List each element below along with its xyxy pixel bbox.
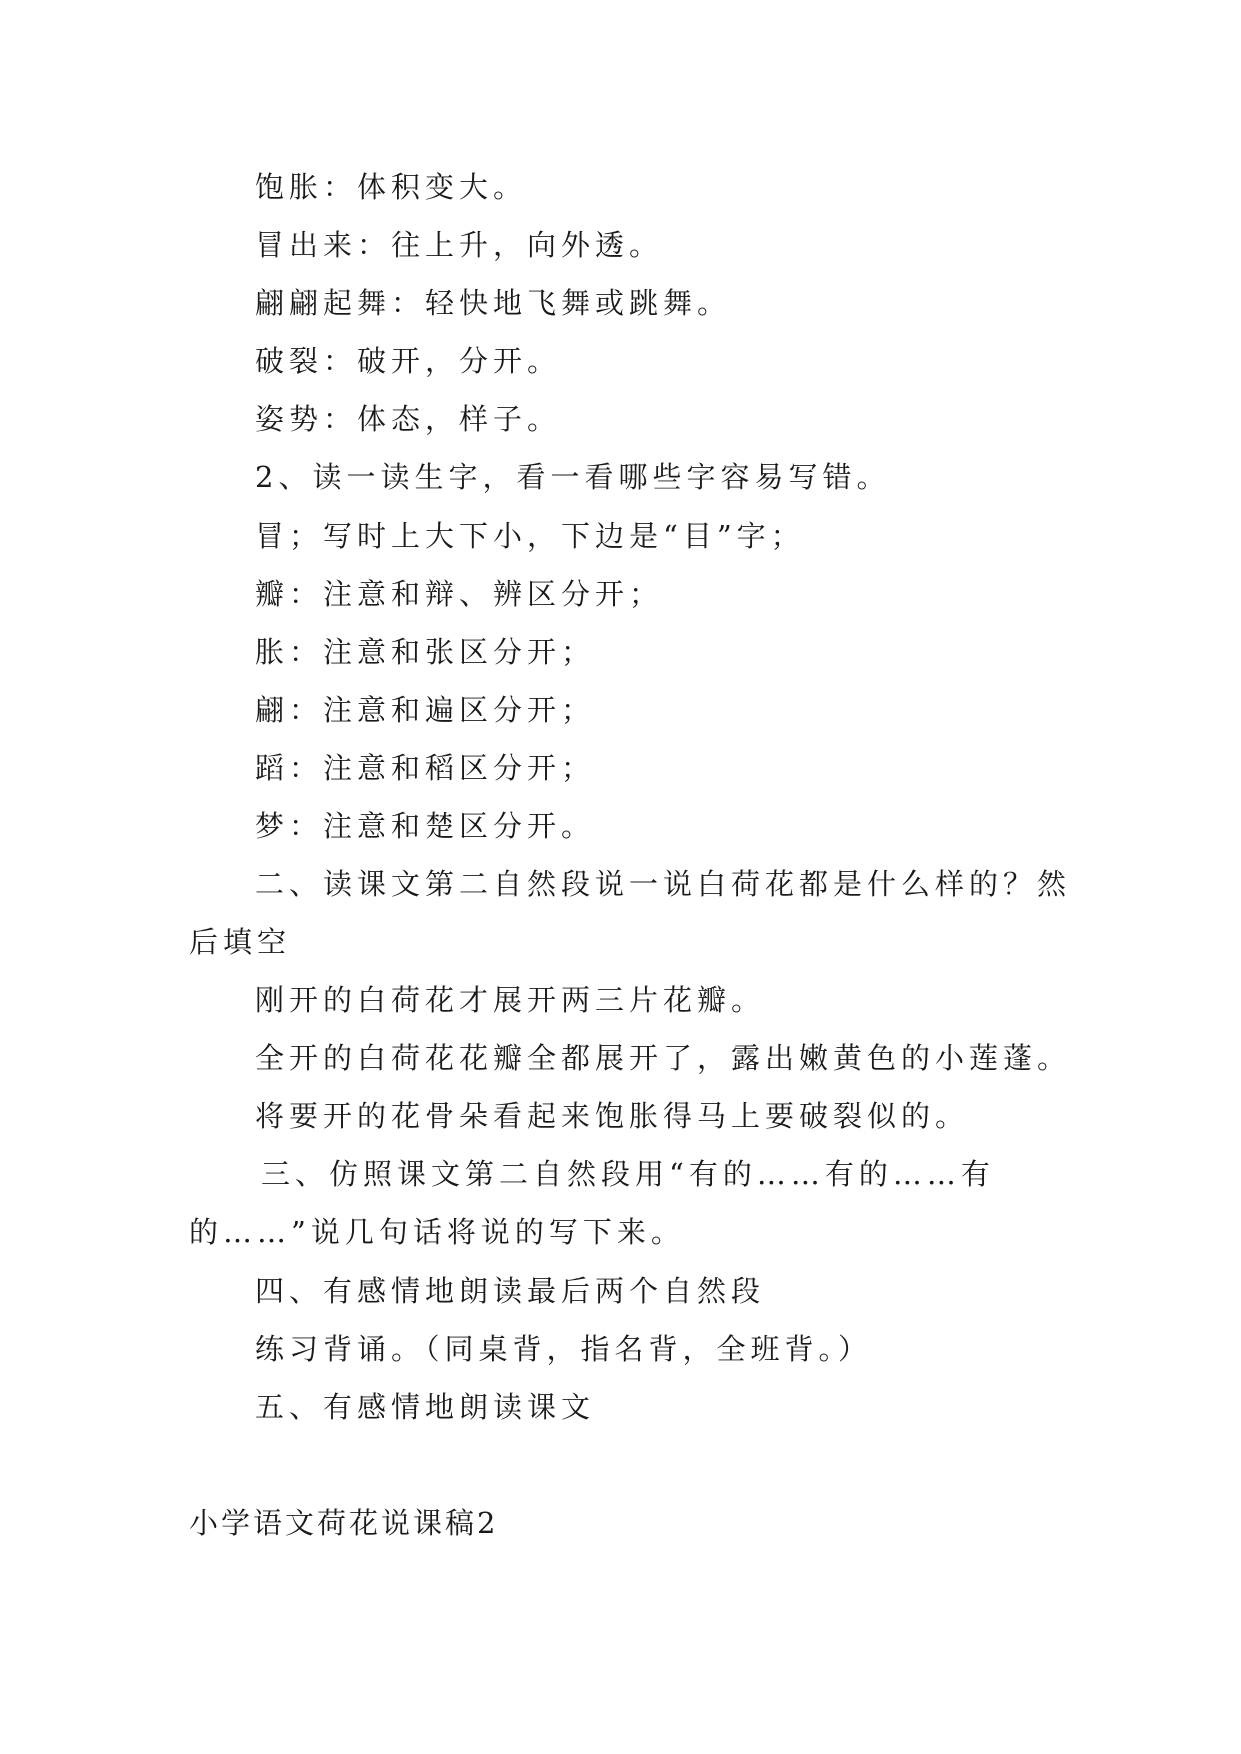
character-note-line: 翩：注意和遍区分开； bbox=[255, 693, 596, 727]
section-line: 四、有感情地朗读最后两个自然段 bbox=[255, 1274, 766, 1308]
definition-line: 姿势：体态，样子。 bbox=[255, 402, 562, 436]
definition-line: 饱胀：体积变大。 bbox=[255, 170, 528, 204]
answer-line: 刚开的白荷花才展开两三片花瓣。 bbox=[255, 983, 766, 1017]
section-line: 二、读课文第二自然段说一说白荷花都是什么样的？然 bbox=[255, 867, 1072, 901]
character-note-line: 瓣：注意和辩、辨区分开； bbox=[255, 577, 664, 611]
definition-line: 破裂：破开，分开。 bbox=[255, 344, 562, 378]
section-line-continued: 的……”说几句话将说的写下来。 bbox=[189, 1215, 685, 1249]
section-line: 三、仿照课文第二自然段用“有的……有的……有 bbox=[261, 1157, 995, 1191]
body-line: 练习背诵。（同桌背，指名背，全班背。） bbox=[255, 1332, 873, 1366]
definition-line: 冒出来：往上升，向外透。 bbox=[255, 228, 664, 262]
answer-line: 将要开的花骨朵看起来饱胀得马上要破裂似的。 bbox=[255, 1099, 970, 1133]
answer-line: 全开的白荷花花瓣全都展开了，露出嫩黄色的小莲蓬。 bbox=[255, 1041, 1072, 1075]
document-heading: 小学语文荷花说课稿2 bbox=[189, 1506, 499, 1540]
character-note-line: 冒；写时上大下小，下边是“目”字； bbox=[255, 519, 805, 553]
character-note-line: 梦：注意和楚区分开。 bbox=[255, 809, 596, 843]
section-line-continued: 后填空 bbox=[189, 925, 292, 959]
character-note-line: 蹈：注意和稻区分开； bbox=[255, 751, 596, 785]
definition-line: 翩翩起舞：轻快地飞舞或跳舞。 bbox=[255, 286, 732, 320]
character-note-line: 胀：注意和张区分开； bbox=[255, 635, 596, 669]
section-line: 五、有感情地朗读课文 bbox=[255, 1390, 596, 1424]
instruction-line: 2、读一读生字，看一看哪些字容易写错。 bbox=[255, 460, 891, 494]
